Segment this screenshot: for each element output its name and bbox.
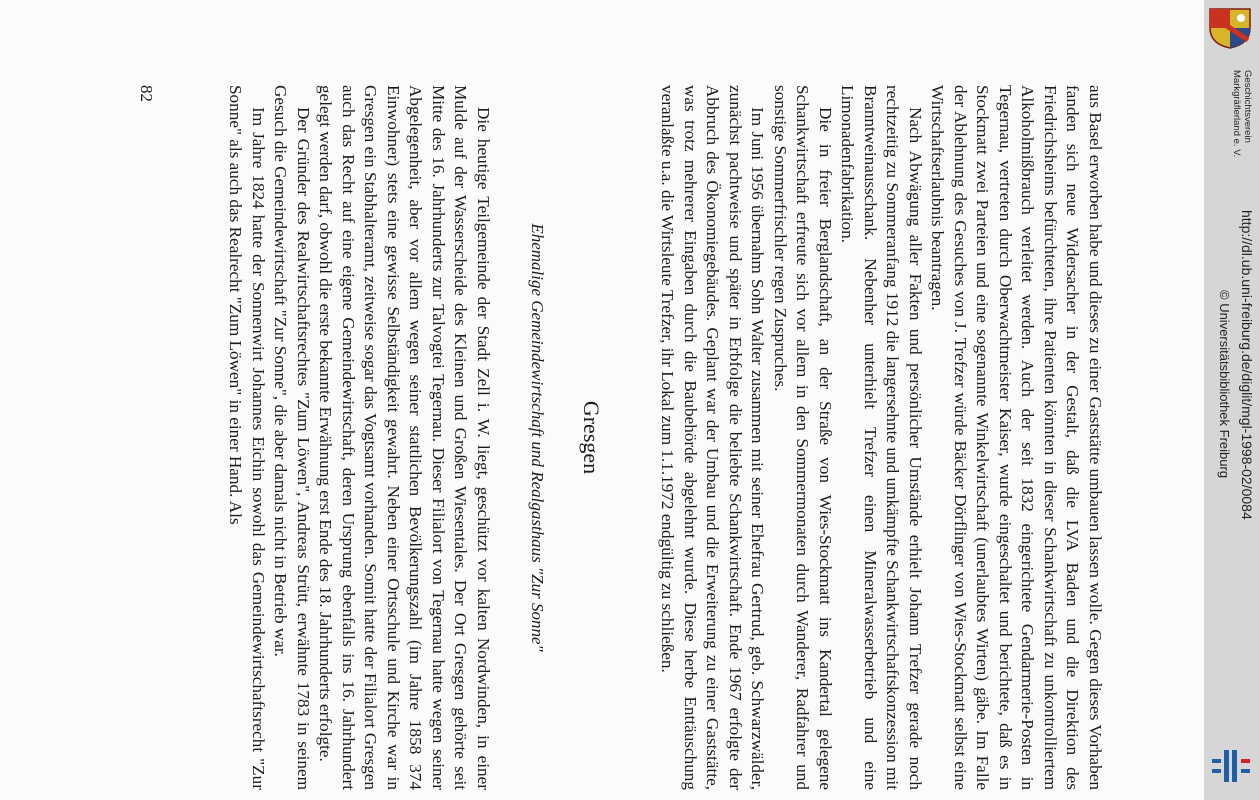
page-number: 82 bbox=[137, 85, 156, 102]
university-library-logo-icon bbox=[1210, 746, 1252, 786]
text-block-gresgen bbox=[224, 85, 494, 790]
paragraph: Die heutige Teilgemeinde der Stadt Zell i. W. liegt, geschützt vor kalten Nordwinden, in einer Mulde auf der Wasserscheide des Kleinen und Großen Wiesentales. Der Ort Gresgen gehörte seit Mitte des 16. Jahrhunderts zur Talvogtei Tegernau. Dieser Filialort von Tegernau hatte wegen seiner Abgelegenheit, aber vor allem wegen seiner stattlichen Bevölkerungszahl (im Jahre 1858 374 Einwohner) stets eine gewisse Selbständigkeit gewahrt. Neben einer Ortsschule und Kirche war in Gresgen ein Stabhalteramt, zeitweise sogar das Vogtsamt vorhanden. Somit hatte der Filialort Gresgen auch das Recht auf eine eigene Gemeindewirtschaft, deren Ursprung ebenfalls ins 16. Jahrhundert gelegt werden darf, obwohl die erste bekannte Erwähnung erst Ende des 18. Jahrhunderts erfolgte. bbox=[316, 85, 493, 790]
society-name bbox=[1231, 70, 1253, 157]
paragraph: Der Gründer des Realwirtschaftsrechtes "Zum Löwen", Andreas Strütt, erwähnte 1783 in seinem Gesuch die Gemeindewirtschaft "Zur Sonne", die aber damals nicht in Betrieb war. bbox=[271, 85, 313, 790]
digitization-banner bbox=[1204, 0, 1259, 800]
paragraph: Nach Abwägung aller Fakten und persönlicher Umstände erhielt Johann Trefzer gerade noch rechtzeitig zu Sommeranfang 1912 die langersehnte und umkämpfte Schankwirtschaftskonzession mit Branntweinausschank. Nebenher unterhielt Trefzer einen Mineralwasserbetrieb und eine Limonadenfabrikation. bbox=[838, 85, 925, 790]
permalink-url[interactable]: http://dl.ub.uni-freiburg.de/diglit/mgl-1998-02/0084 bbox=[1239, 210, 1255, 520]
paragraph: Die in freier Berglandschaft, an der Straße von Wies-Stockmatt ins Kandertal gelegene Schankwirtschaft erfreute sich vor allem in den Sommermonaten durch Wanderer, Radfahrer und sonstige Sommerfrischler regen Zuspruches. bbox=[771, 85, 835, 790]
society-line-1: Geschichtsverein bbox=[1242, 70, 1253, 143]
section-subtitle: Ehemalige Gemeindewirtschaft und Realgasthaus "Zur Sonne" bbox=[528, 223, 547, 652]
banner-content bbox=[1204, 0, 1259, 800]
copyright-notice: © Universitätsbibliothek Freiburg bbox=[1217, 290, 1232, 479]
section-title: Gresgen bbox=[579, 400, 604, 475]
paragraph: Im Jahre 1824 hatte der Sonnenwirt Johannes Eichin sowohl das Gemeindewirtschaftsrecht "Zur Sonne" als auch das Realrecht "Zum Löwen" in einer Hand. Als bbox=[226, 85, 268, 790]
text-block-stockmatt bbox=[656, 85, 1106, 790]
coat-of-arms-icon bbox=[1207, 6, 1253, 50]
paragraph: Im Juni 1956 übernahm Sohn Walter zusammen mit seiner Ehefrau Gertrud, geb. Schwarzwälder, zunächst pachtweise und später in Erbfolge die beliebte Schankwirtschaft. Ende 1967 erfolgte der Abbruch des Ökonomiegebäudes. Geplant war der Umbau und die Erweiterung zu einer Gaststätte, was trotz mehrerer Eingaben durch die Baubehörde abgelehnt wurde. Diese herbe Enttäuschung veranlaßte u.a. die Wirtsleute Trefzer, ihr Lokal zum 1.1.1972 endgültig zu schließen. bbox=[658, 85, 768, 790]
paragraph: aus Basel erworben habe und dieses zu einer Gaststätte umbauen lassen wolle. Gegen dieses Vorhaben fanden sich neue Widersacher in der Gestalt, daß die LVA Baden und die Direktion des Friedrichsheims befürchteten, ihre Patienten könnten in dieser Schankwirtschaft zu unkontrolliertem Alkoholmißbrauch verleitet werden. Auch der seit 1832 eingerichtete Gendarmerie-Posten in Tegernau, vertreten durch Oberwachtmeister Kaiser, wurde eingeschaltet und berichtete, daß es in Stockmatt zwei Parteien und eine sogenannte Winkelwirtschaft (unerlaubtes Wirten) gäbe. Im Falle der Ablehnung des Gesuches von J. Trefzer würde Bäcker Dörflinger von Wies-Stockmatt selbst eine Wirtschaftserlaubnis beantragen. bbox=[928, 85, 1105, 790]
society-line-2: Markgräflerland e. V. bbox=[1231, 70, 1242, 158]
